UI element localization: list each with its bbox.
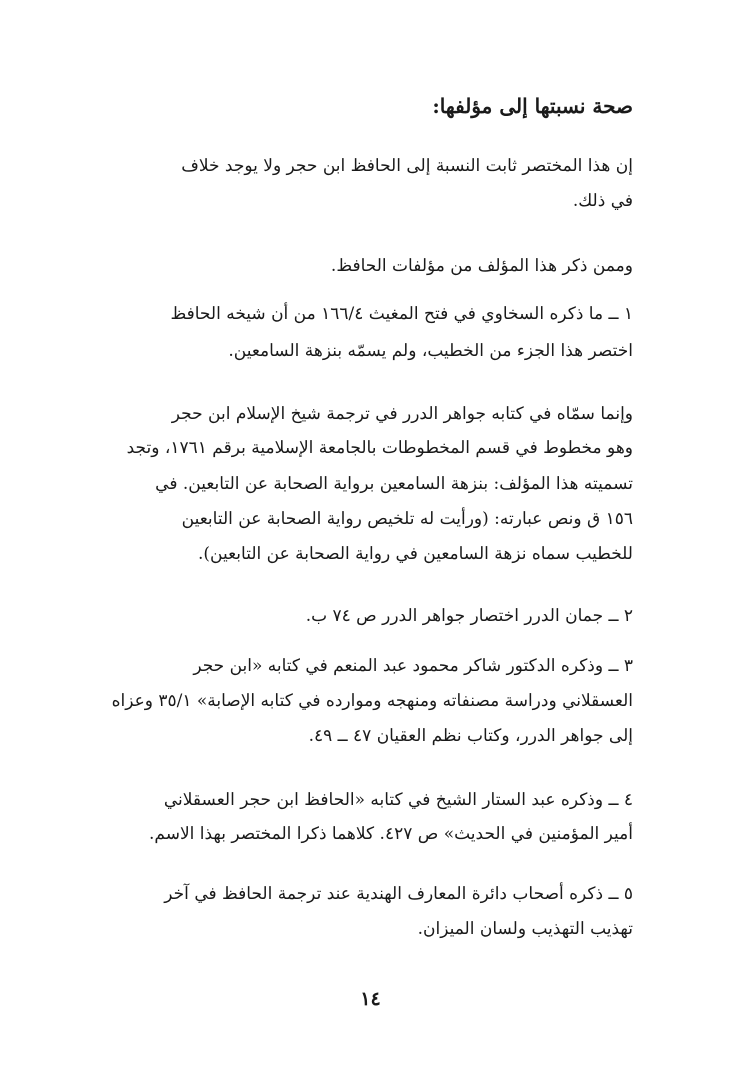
paragraph-line: إلى جواهر الدرر، وكتاب نظم العقيان ٤٧ ــ ٤٩. [308,726,633,746]
page-number: ١٤ [360,988,381,1010]
paragraph-line: ٣ ــ وذكره الدكتور شاكر محمود عبد المنعم في كتابه «ابن حجر [193,656,633,676]
paragraph-line: اختصر هذا الجزء من الخطيب، ولم يسمّه بنزهة السامعين. [228,341,633,361]
paragraph-line: تهذيب التهذيب ولسان الميزان. [417,919,633,939]
paragraph-line: للخطيب سماه نزهة السامعين في رواية الصحابة عن التابعين). [197,544,633,564]
paragraph-line: ١ ــ ما ذكره السخاوي في فتح المغيث ١٦٦/٤ من أن شيخه الحافظ [170,304,633,324]
paragraph-line: أمير المؤمنين في الحديث» ص ٤٢٧. كلاهما ذكرا المختصر بهذا الاسم. [148,824,633,844]
paragraph-line: في ذلك. [572,191,633,211]
paragraph-line: العسقلاني ودراسة مصنفاته ومنهجه وموارده في كتابه الإصابة» ٣٥/١ وعزاه [111,691,633,711]
paragraph-line: ٢ ــ جمان الدرر اختصار جواهر الدرر ص ٧٤ ب. [305,606,633,626]
paragraph-line: تسميته هذا المؤلف: بنزهة السامعين برواية الصحابة عن التابعين. في [155,474,633,494]
paragraph-line: وإنما سمّاه في كتابه جواهر الدرر في ترجمة شيخ الإسلام ابن حجر [171,404,633,424]
paragraph-line: وهو مخطوط في قسم المخطوطات بالجامعة الإسلامية برقم ١٧٦١، وتجد [126,438,633,458]
paragraph-line: ٤ ــ وذكره عبد الستار الشيخ في كتابه «الحافظ ابن حجر العسقلاني [163,790,633,810]
paragraph-line: ٥ ــ ذكره أصحاب دائرة المعارف الهندية عند ترجمة الحافظ في آخر [164,884,633,904]
paragraph-line: ١٥٦ ق ونص عبارته: (ورأيت له تلخيص رواية الصحابة عن التابعين [181,509,633,529]
paragraph-line: وممن ذكر هذا المؤلف من مؤلفات الحافظ. [330,256,633,276]
section-heading: صحة نسبتها إلى مؤلفها: [432,94,633,118]
paragraph-line: إن هذا المختصر ثابت النسبة إلى الحافظ ابن حجر ولا يوجد خلاف [181,156,633,176]
